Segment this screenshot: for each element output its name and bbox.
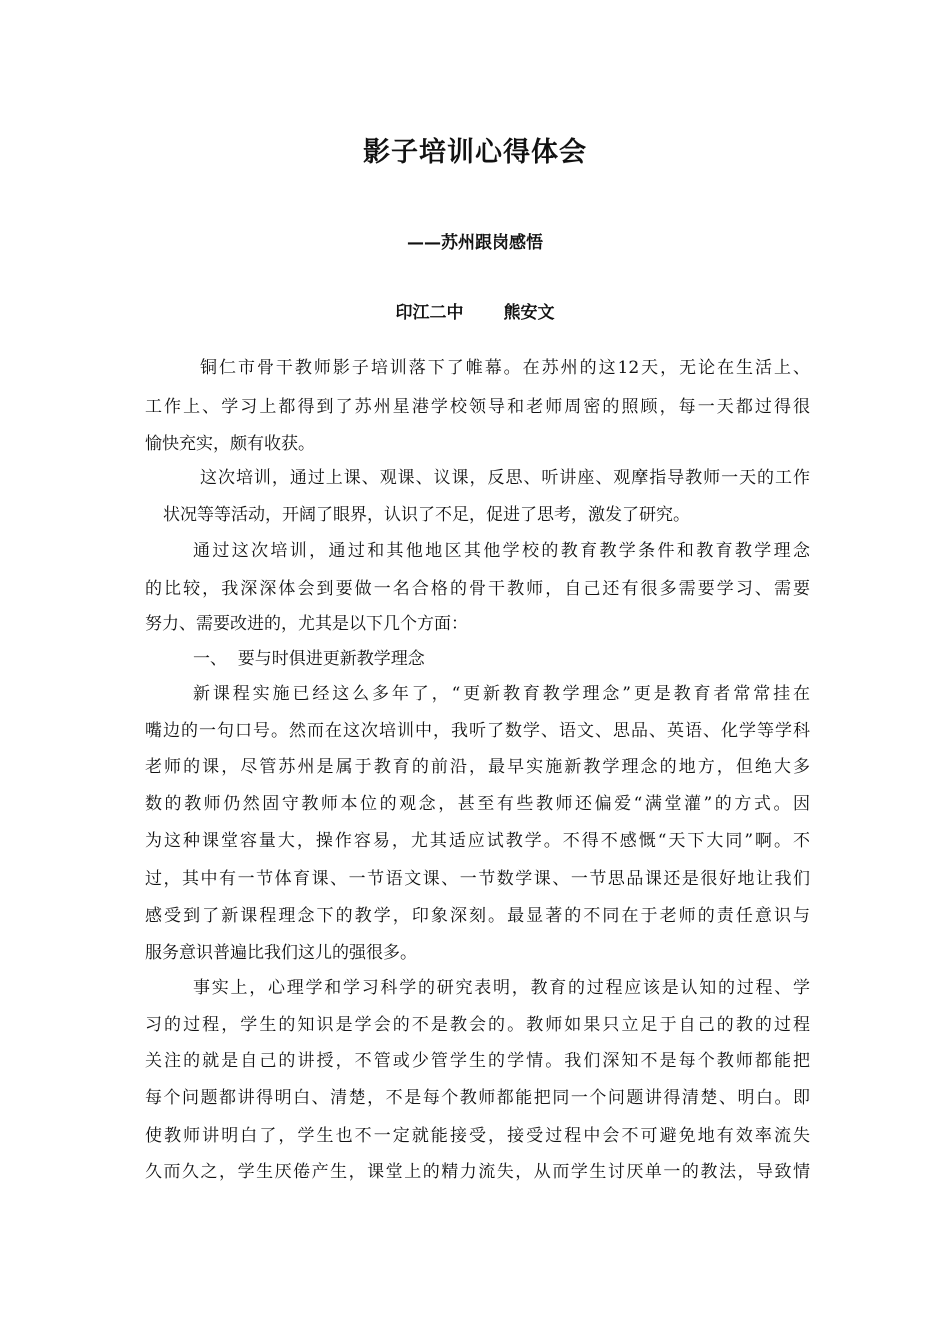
body-line: 努力、需要改进的，尤其是以下几个方面： (145, 614, 468, 634)
body-line: 关注的就是自己的讲授，不管或少管学生的学情。我们深知不是每个教师都能把 (145, 1051, 810, 1071)
body-line: 久而久之，学生厌倦产生，课堂上的精力流失，从而学生讨厌单一的教法，导致情 (145, 1162, 810, 1182)
body-line: 习的过程，学生的知识是学会的不是教会的。教师如果只立足于自己的教的过程 (145, 1015, 810, 1035)
body-line: 嘴边的一句口号。然而在这次培训中，我听了数学、语文、思品、英语、化学等学科 (145, 721, 810, 741)
body-line: 为这种课堂容量大，操作容易，尤其适应试教学。不得不感慨“天下大同”啊。不 (145, 831, 810, 851)
author-school: 印江二中 (395, 303, 464, 323)
document-title: 影子培训心得体会 (363, 137, 587, 168)
body-line: 铜仁市骨干教师影子培训落下了帷幕。在苏州的这12天，无论在生活上、 (200, 358, 810, 378)
document-subtitle: ——苏州跟岗感悟 (407, 233, 543, 253)
body-line: 服务意识普遍比我们这儿的强很多。 (145, 943, 417, 963)
body-line: 通过这次培训，通过和其他地区其他学校的教育教学条件和教育教学理念 (193, 541, 810, 561)
body-line: 数的教师仍然固守教师本位的观念，甚至有些教师还偏爱“满堂灌”的方式。因 (145, 794, 810, 814)
body-line: 新课程实施已经这么多年了，“更新教育教学理念”更是教育者常常挂在 (193, 684, 810, 704)
body-line: 工作上、学习上都得到了苏州星港学校领导和老师周密的照顾，每一天都过得很 (145, 397, 810, 417)
body-line: 使教师讲明白了，学生也不一定就能接受，接受过程中会不可避免地有效率流失 (145, 1126, 810, 1146)
section-heading: 一、 要与时俱进更新教学理念 (193, 649, 425, 669)
body-line: 事实上，心理学和学习科学的研究表明，教育的过程应该是认知的过程、学 (193, 978, 810, 998)
body-line: 这次培训，通过上课、观课、议课，反思、听讲座、观摩指导教师一天的工作 (200, 468, 810, 488)
body-line: 过，其中有一节体育课、一节语文课、一节数学课、一节思品课还是很好地让我们 (145, 869, 810, 889)
author-name: 熊安文 (503, 303, 555, 323)
author-line (0, 298, 950, 323)
body-line: 感受到了新课程理念下的教学，印象深刻。最显著的不同在于老师的责任意识与 (145, 906, 810, 926)
body-line: 的比较，我深深体会到要做一名合格的骨干教师，自己还有很多需要学习、需要 (145, 579, 810, 599)
body-line: 愉快充实，颇有收获。 (145, 434, 315, 454)
body-line: 每个问题都讲得明白、清楚，不是每个教师都能把同一个问题讲得清楚、明白。即 (145, 1088, 810, 1108)
body-line: 老师的课，尽管苏州是属于教育的前沿，最早实施新教学理念的地方，但绝大多 (145, 757, 810, 777)
body-line: 状况等等活动，开阔了眼界，认识了不足，促进了思考，激发了研究。 (163, 505, 690, 525)
